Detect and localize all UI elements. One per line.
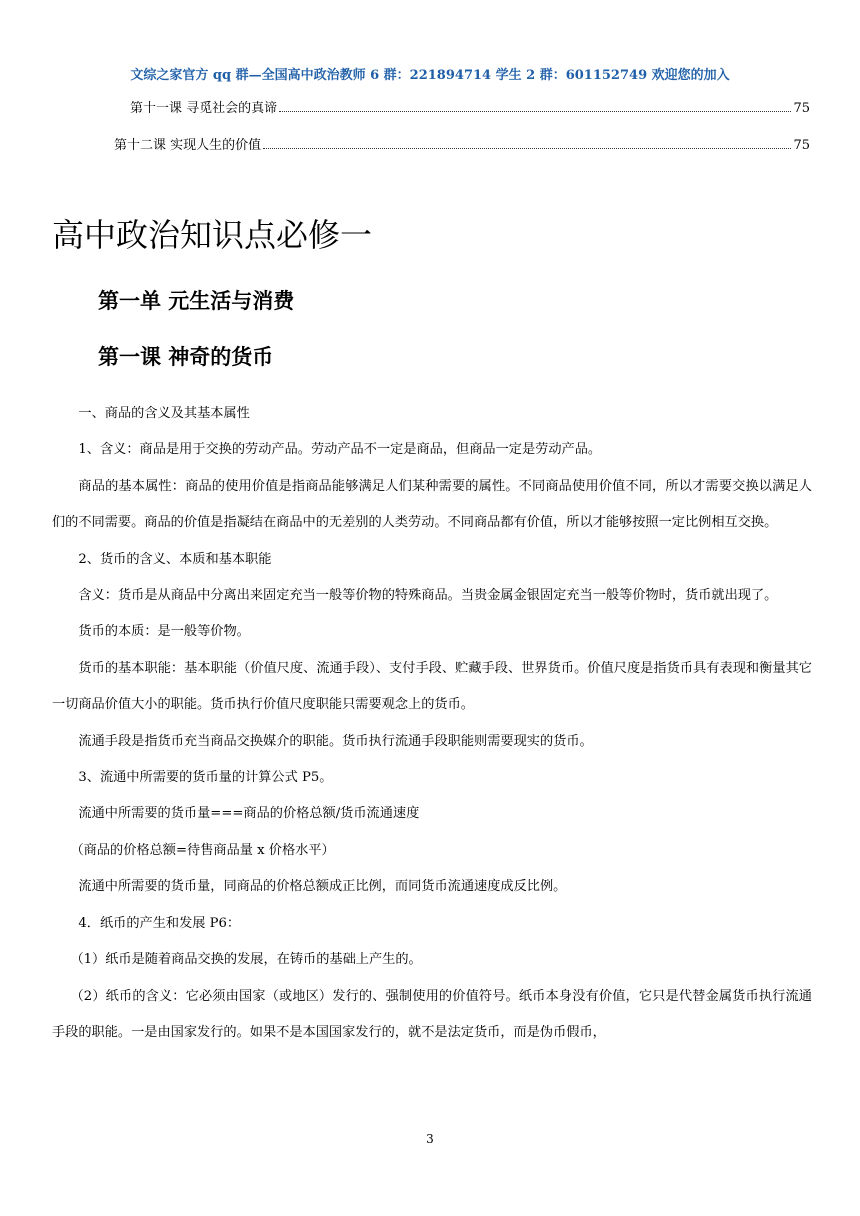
page-number: 3 bbox=[426, 1132, 434, 1146]
paragraph: 含义：货币是从商品中分离出来固定充当一般等价物的特殊商品。当贵金属金银固定充当一般等价物时，货币就出现了。 bbox=[78, 588, 778, 604]
unit-title: 第一单 元生活与消费 bbox=[98, 289, 295, 313]
paragraph: 2、货币的含义、本质和基本职能 bbox=[78, 551, 272, 567]
paragraph: 流通中所需要的货币量，同商品的价格总额成正比例，而同货币流通速度成反比例。 bbox=[78, 879, 567, 895]
formula: 流通中所需要的货币量===商品的价格总额/货币流通速度 bbox=[78, 806, 420, 822]
body-text bbox=[52, 396, 812, 1051]
paragraph: 1、含义：商品是用于交换的劳动产品。劳动产品不一定是商品，但商品一定是劳动产品。 bbox=[78, 442, 602, 458]
section-heading: 一、商品的含义及其基本属性 bbox=[78, 406, 250, 421]
toc-leader-dots bbox=[263, 138, 791, 149]
paragraph: （2）纸币的含义：它必须由国家（或地区）发行的、强制使用的价值符号。纸币本身没有价值，它只是代替金属货币执行流通手段的职能。一是由国家发行的。如果不是本国国家发行的，就不是法定货币，而是伪币假币， bbox=[52, 988, 812, 1040]
paragraph: 4．纸币的产生和发展 P6： bbox=[78, 915, 241, 931]
formula-note: （商品的价格总额=待售商品量 x 价格水平） bbox=[70, 842, 335, 858]
paragraph: 3、流通中所需要的货币量的计算公式 P5。 bbox=[78, 770, 333, 786]
page-header: 文综之家官方 qq 群—全国高中政治教师 6 群：221894714 学生 2 群：601152749 欢迎您的加入 bbox=[130, 68, 730, 83]
toc-entry-title: 第十一课 寻觅社会的真谛 bbox=[130, 101, 278, 116]
toc-entry-title: 第十二课 实现人生的价值 bbox=[114, 138, 262, 153]
paragraph: 商品的基本属性：商品的使用价值是指商品能够满足人们某种需要的属性。不同商品使用价值不同，所以才需要交换以满足人们的不同需要。商品的价值是指凝结在商品中的无差别的人类劳动。不同商品都有价值，所以才能够按照一定比例相互交换。 bbox=[52, 478, 812, 531]
toc-entry-11[interactable] bbox=[130, 97, 810, 116]
main-title: 高中政治知识点必修一 bbox=[52, 216, 373, 254]
toc-leader-dots bbox=[279, 101, 791, 112]
paragraph: 货币的基本职能：基本职能（价值尺度、流通手段）、支付手段、贮藏手段、世界货币。价值尺度是指货币具有表现和衡量其它一切商品价值大小的职能。货币执行价值尺度职能只需要观念上的货币。 bbox=[52, 660, 812, 713]
toc-entry-page: 75 bbox=[793, 138, 810, 153]
toc-entry-12[interactable] bbox=[114, 134, 810, 153]
lesson-title: 第一课 神奇的货币 bbox=[98, 345, 274, 369]
paragraph: （1）纸币是随着商品交换的发展，在铸币的基础上产生的。 bbox=[70, 952, 422, 968]
paragraph: 流通手段是指货币充当商品交换媒介的职能。货币执行流通手段职能则需要现实的货币。 bbox=[78, 733, 593, 749]
paragraph: 货币的本质：是一般等价物。 bbox=[78, 624, 250, 640]
toc-entry-page: 75 bbox=[793, 101, 810, 116]
